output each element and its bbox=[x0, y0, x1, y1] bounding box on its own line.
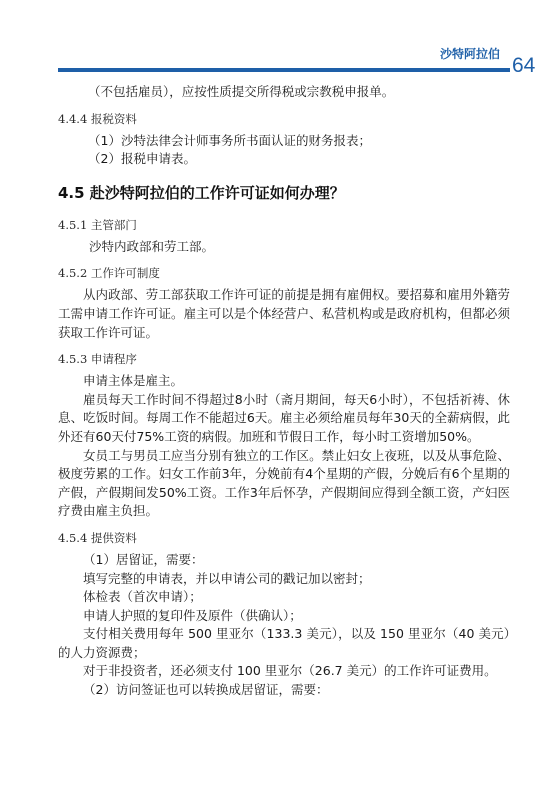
section-4-5-4-title: 4.5.4 提供资料 bbox=[58, 530, 137, 545]
list-item: 填写完整的申请表，并以申请公司的戳记加以密封； bbox=[83, 570, 371, 586]
page-number: 64 bbox=[512, 54, 536, 77]
list-item: 申请人护照的复印件及原件（供确认）； bbox=[83, 607, 302, 623]
list-item: （2）报税申请表。 bbox=[88, 151, 196, 167]
section-4-5-1-text: 沙特内政部和劳工部。 bbox=[89, 238, 215, 254]
section-4-5-3-para: 女员工与男员工应当分别有独立的工作区。禁止妇女上夜班，以及从事危险、极度劳累的工作。妇女工作前3年，分娩前有4个星期的产假，分娩后有6个星期的产假，产假期间发50%工资。工作3年后怀孕，产假期间应得到全额工资，产妇医疗费由雇主负担。 bbox=[58, 447, 510, 519]
section-4-4-4-title: 4.4.4 报税资料 bbox=[58, 111, 137, 126]
section-4-5-3-para: 雇员每天工作时间不得超过8小时（斋月期间，每天6小时），不包括祈祷、休息、吃饭时间。每周工作不能超过6天。雇主必须给雇员每年30天的全薪病假，此外还有60天付75%工资的病假。加班和节假日工作，每小时工资增加50%。 bbox=[58, 391, 510, 444]
list-item: 支付相关费用每年 500 里亚尔（133.3 美元），以及 150 里亚尔（40 美元）的人力资源费； bbox=[58, 626, 510, 660]
list-item: （1）沙特法律会计师事务所书面认证的财务报表； bbox=[88, 132, 371, 148]
intro-line: （不包括雇员），应按性质提交所得税或宗教税申报单。 bbox=[88, 84, 395, 99]
header-country-label: 沙特阿拉伯 bbox=[439, 47, 500, 61]
section-4-5-heading: 4.5 赴沙特阿拉伯的工作许可证如何办理？ bbox=[58, 183, 345, 202]
header-rule bbox=[58, 68, 510, 72]
page-body bbox=[58, 83, 510, 700]
list-item: （1）居留证，需要： bbox=[83, 551, 204, 567]
section-4-5-3-title: 4.5.3 申请程序 bbox=[58, 352, 137, 367]
section-4-5-2-text: 从内政部、劳工部获取工作许可证的前提是拥有雇佣权。要招募和雇用外籍劳工需申请工作许可证。雇主可以是个体经营户、私营机构或是政府机构，但都必须获取工作许可证。 bbox=[58, 287, 510, 340]
list-item: 对于非投资者，还必须支付 100 里亚尔（26.7 美元）的工作许可证费用。 bbox=[83, 663, 497, 679]
list-item: 体检表（首次申请）； bbox=[83, 589, 202, 605]
list-item: （2）访问签证也可以转换成居留证，需要： bbox=[83, 682, 329, 698]
section-4-5-2-title: 4.5.2 工作许可制度 bbox=[58, 266, 160, 281]
section-4-5-1-title: 4.5.1 主管部门 bbox=[58, 217, 137, 232]
section-4-5-3-para: 申请主体是雇主。 bbox=[83, 373, 184, 389]
